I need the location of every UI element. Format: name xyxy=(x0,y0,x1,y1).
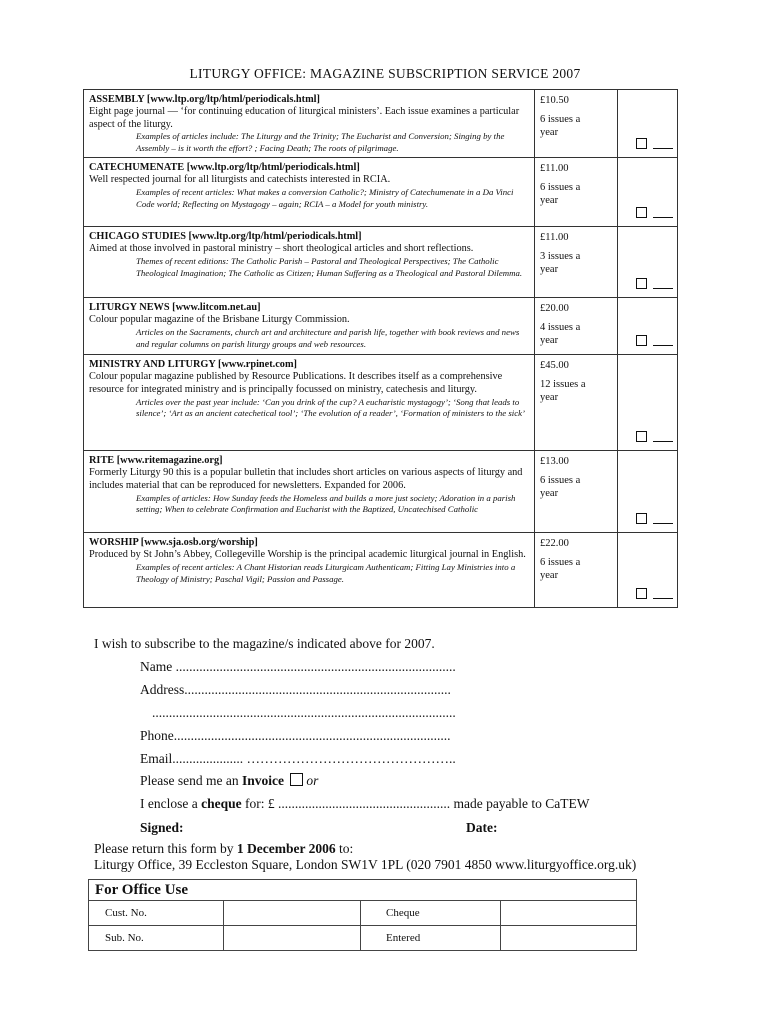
magazine-heading: RITE [www.ritemagazine.org] xyxy=(89,455,223,467)
date-label: Date: xyxy=(466,820,498,835)
magazine-price: £11.00 xyxy=(540,163,569,175)
return-line xyxy=(94,841,353,857)
magazine-price: £22.00 xyxy=(540,538,569,550)
magazine-text: Produced by St John’s Abbey, Collegeville Worship is the principal academic liturgical journal in English. xyxy=(89,549,526,561)
magazine-select-cell xyxy=(618,355,678,451)
name-field[interactable]: Name ................................................................................... xyxy=(140,659,456,674)
page-title: LITURGY OFFICE: MAGAZINE SUBSCRIPTION SERVICE 2007 xyxy=(189,66,581,81)
magazine-price: £10.50 xyxy=(540,95,569,106)
magazine-heading: WORSHIP [www.sja.osb.org/worship] xyxy=(89,537,258,549)
magazine-text: Formerly Liturgy 90 this is a popular bulletin that includes short articles on various aspects of liturgy and includes material that can be reproduced for newsletters. Expanded for 2006. xyxy=(89,467,523,491)
magazine-description xyxy=(84,298,535,355)
subscription-table xyxy=(83,89,678,608)
sub-no-value xyxy=(224,926,361,951)
magazine-quantity-blank[interactable] xyxy=(653,217,673,218)
magazine-examples: Examples of articles include: The Liturgy and the Trinity; The Eucharist and Conversion; Singing by the Assembly – is it worth the effort? ; Facing Death; The roots of pilgrimage. xyxy=(136,131,505,153)
magazine-price: £45.00 xyxy=(540,360,569,372)
invoice-label: Invoice xyxy=(241,773,284,788)
invoice-prefix: Please send me an xyxy=(140,773,242,788)
magazine-select-cell xyxy=(618,451,678,533)
invoice-line xyxy=(140,773,318,789)
magazine-heading: CHICAGO STUDIES [www.ltp.org/ltp/html/periodicals.html] xyxy=(89,231,362,243)
cust-no-label: Cust. No. xyxy=(89,901,224,926)
magazine-checkbox[interactable] xyxy=(636,138,647,149)
cheque-prefix: I enclose a xyxy=(140,796,202,811)
address-field-line2[interactable]: .......................................................................................... xyxy=(152,705,456,720)
magazine-examples: Articles over the past year include: ‘Can you drink of the cup? A eucharistic mystagogy’; ‘Song that leads to silence’; ‘Art as an ancient catechetical tool’; ‘The evolution of a reader’, ‘Formation of ministers to the sick’ xyxy=(136,396,525,419)
magazine-price-cell xyxy=(535,355,618,451)
magazine-examples: Articles on the Sacraments, church art and architecture and parish life, together with book reviews and news and regular columns on parish liturgy groups and web resources. xyxy=(136,326,520,349)
magazine-quantity-blank[interactable] xyxy=(653,288,673,289)
magazine-quantity-blank[interactable] xyxy=(653,148,673,149)
magazine-select-cell xyxy=(618,227,678,298)
magazine-examples: Examples of recent articles: What makes a conversion Catholic?; Ministry of Catechumenate in a Da Vinci Code world; Reflecting on Mystagogy – again; RCIA – a Model for youth ministry. xyxy=(136,186,514,209)
invoice-checkbox[interactable] xyxy=(290,773,303,786)
magazine-quantity-blank[interactable] xyxy=(653,441,673,442)
return-deadline: 1 December 2006 xyxy=(236,841,336,856)
phone-field[interactable]: Phone.................................................................................. xyxy=(140,728,451,743)
entered-label: Entered xyxy=(361,926,501,951)
office-use-title: For Office Use xyxy=(89,880,637,901)
office-use-table xyxy=(88,879,637,951)
cheque-amount-field[interactable]: for: £ ................................................... made payable to CaTEW xyxy=(241,796,590,811)
magazine-issues: 6 issues a year xyxy=(540,114,581,138)
magazine-price-cell xyxy=(535,533,618,608)
magazine-row xyxy=(84,158,678,227)
magazine-select-cell xyxy=(618,298,678,355)
cheque-value xyxy=(501,901,637,926)
magazine-row xyxy=(84,451,678,533)
entered-value xyxy=(501,926,637,951)
magazine-description xyxy=(84,158,535,227)
subscribe-intro: I wish to subscribe to the magazine/s indicated above for 2007. xyxy=(94,636,435,651)
magazine-price: £20.00 xyxy=(540,303,569,315)
email-field[interactable]: Email..................... ……………………………………….. xyxy=(140,751,456,766)
magazine-description xyxy=(84,227,535,298)
magazine-checkbox[interactable] xyxy=(636,431,647,442)
magazine-description xyxy=(84,90,535,158)
return-suffix: to: xyxy=(335,841,354,856)
magazine-issues: 6 issues a year xyxy=(540,182,581,207)
magazine-heading: MINISTRY AND LITURGY [www.rpinet.com] xyxy=(89,359,297,371)
magazine-issues: 6 issues a year xyxy=(540,475,581,500)
magazine-select-cell xyxy=(618,533,678,608)
magazine-text: Colour popular magazine published by Resource Publications. It describes itself as a comprehensive resource for integrated ministry and is principally focussed on ministry, catechesis and liturgy. xyxy=(89,371,503,395)
magazine-issues: 12 issues a year xyxy=(540,379,586,404)
return-address: Liturgy Office, 39 Eccleston Square, London SW1V 1PL (020 7901 4850 www.liturgyoffice.org.uk) xyxy=(94,857,637,872)
magazine-text: Well respected journal for all liturgists and catechists interested in RCIA. xyxy=(89,174,391,186)
magazine-issues: 6 issues a year xyxy=(540,557,581,582)
magazine-price-cell xyxy=(535,451,618,533)
magazine-text: Aimed at those involved in pastoral ministry – short theological articles and short reflections. xyxy=(89,243,474,255)
magazine-price-cell xyxy=(535,158,618,227)
magazine-description xyxy=(84,533,535,608)
signed-label: Signed: xyxy=(140,820,184,835)
magazine-examples: Examples of articles: How Sunday feeds the Homeless and builds a more just society; Adoration in a parish setting; When to celebrate Confirmation and Eucharist with the Baptized, Uncatechised Catholic xyxy=(136,492,516,515)
magazine-checkbox[interactable] xyxy=(636,278,647,289)
magazine-issues: 4 issues a year xyxy=(540,322,581,347)
magazine-checkbox[interactable] xyxy=(636,588,647,599)
magazine-row xyxy=(84,90,678,158)
magazine-row xyxy=(84,298,678,355)
magazine-select-cell xyxy=(618,158,678,227)
magazine-examples: Examples of recent articles: A Chant Historian reads Liturgicam Authenticam; Fitting Lay Ministries into a Theology of Ministry; Paschal Vigil; Passion and Passage. xyxy=(136,561,516,584)
magazine-text: Eight page journal — ‘for continuing education of liturgical ministers’. Each issue examines a particular aspect of the liturgy. xyxy=(89,106,520,130)
magazine-examples: Themes of recent editions: The Catholic Parish – Pastoral and Theological Perspectives; The Catholic Theological Imagination; The Catholic as Citizen; Human Suffering as a Theological and Pastoral Dilemma. xyxy=(136,255,523,278)
magazine-price-cell xyxy=(535,227,618,298)
magazine-checkbox[interactable] xyxy=(636,207,647,218)
cheque-line xyxy=(140,796,590,812)
address-field[interactable]: Address............................................................................... xyxy=(140,682,451,697)
cheque-label-cell: Cheque xyxy=(361,901,501,926)
magazine-row xyxy=(84,227,678,298)
return-prefix: Please return this form by xyxy=(94,841,237,856)
invoice-or: or xyxy=(306,773,319,788)
magazine-description xyxy=(84,355,535,451)
magazine-price: £11.00 xyxy=(540,232,569,244)
magazine-heading: CATECHUMENATE [www.ltp.org/ltp/html/periodicals.html] xyxy=(89,162,360,174)
magazine-issues: 3 issues a year xyxy=(540,251,581,276)
cheque-label: cheque xyxy=(201,796,242,811)
magazine-checkbox[interactable] xyxy=(636,335,647,346)
cust-no-value xyxy=(224,901,361,926)
magazine-description xyxy=(84,451,535,533)
magazine-row xyxy=(84,533,678,608)
magazine-quantity-blank[interactable] xyxy=(653,523,673,524)
magazine-heading: ASSEMBLY [www.ltp.org/ltp/html/periodicals.html] xyxy=(89,94,320,105)
magazine-row xyxy=(84,355,678,451)
magazine-price-cell xyxy=(535,90,618,158)
magazine-text: Colour popular magazine of the Brisbane Liturgy Commission. xyxy=(89,314,350,326)
magazine-price: £13.00 xyxy=(540,456,569,468)
magazine-select-cell xyxy=(618,90,678,158)
magazine-price-cell xyxy=(535,298,618,355)
magazine-quantity-blank[interactable] xyxy=(653,345,673,346)
sub-no-label: Sub. No. xyxy=(89,926,224,951)
magazine-quantity-blank[interactable] xyxy=(653,598,673,599)
magazine-checkbox[interactable] xyxy=(636,513,647,524)
magazine-heading: LITURGY NEWS [www.litcom.net.au] xyxy=(89,302,261,314)
